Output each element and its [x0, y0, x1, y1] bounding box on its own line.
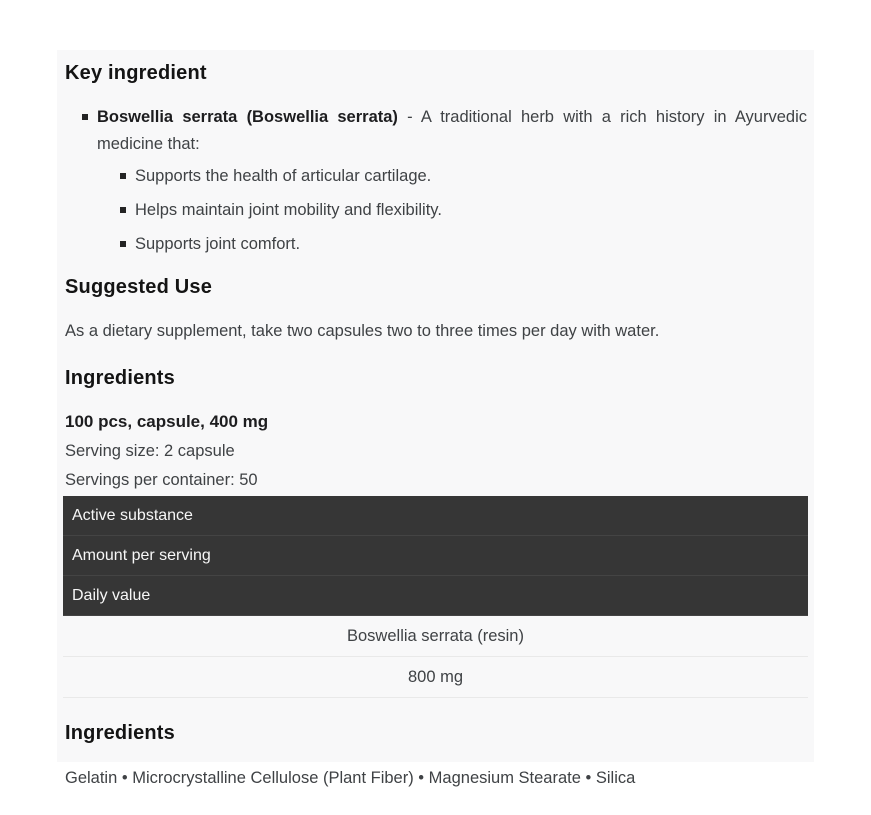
other-ingredients-text: Gelatin • Microcrystalline Cellulose (Plant Fiber) • Magnesium Stearate • Silica [65, 769, 636, 787]
benefit-text: Supports the health of articular cartilage. [135, 167, 432, 185]
benefit-item [120, 200, 807, 220]
bullet-square-icon [120, 173, 126, 179]
benefit-item [120, 234, 807, 254]
product-spec: 100 pcs, capsule, 400 mg [65, 412, 269, 431]
suggested-use-text: As a dietary supplement, take two capsules two to three times per day with water. [65, 322, 660, 340]
table-header-daily-value: Daily value [63, 576, 808, 616]
key-ingredient-list [65, 104, 807, 158]
key-ingredient-heading: Key ingredient [65, 62, 207, 84]
key-ingredient-item [82, 104, 807, 158]
bullet-square-icon [120, 241, 126, 247]
table-row-substance-name: Boswellia serrata (resin) [63, 616, 808, 657]
ingredients-heading: Ingredients [65, 367, 175, 389]
nutrition-table [63, 496, 808, 698]
table-header-amount-per-serving: Amount per serving [63, 536, 808, 576]
other-ingredients-heading: Ingredients [65, 722, 175, 744]
table-header-active-substance: Active substance [63, 496, 808, 536]
servings-per-container: Servings per container: 50 [65, 471, 258, 489]
product-description-panel [57, 50, 814, 787]
table-row-amount: 800 mg [63, 657, 808, 698]
benefit-text: Supports joint comfort. [135, 235, 301, 253]
benefit-item [120, 166, 807, 186]
ingredient-description: - A traditional herb with a rich history in Ayurvedic medicine that: [97, 108, 807, 153]
ingredient-name: Boswellia serrata (Boswellia serrata) [97, 108, 398, 126]
benefit-text: Helps maintain joint mobility and flexibility. [135, 201, 442, 219]
bullet-square-icon [82, 114, 88, 120]
key-ingredient-text [97, 104, 807, 158]
serving-size: Serving size: 2 capsule [65, 442, 235, 460]
suggested-use-heading: Suggested Use [65, 276, 213, 298]
benefits-list [65, 166, 807, 254]
bullet-square-icon [120, 207, 126, 213]
